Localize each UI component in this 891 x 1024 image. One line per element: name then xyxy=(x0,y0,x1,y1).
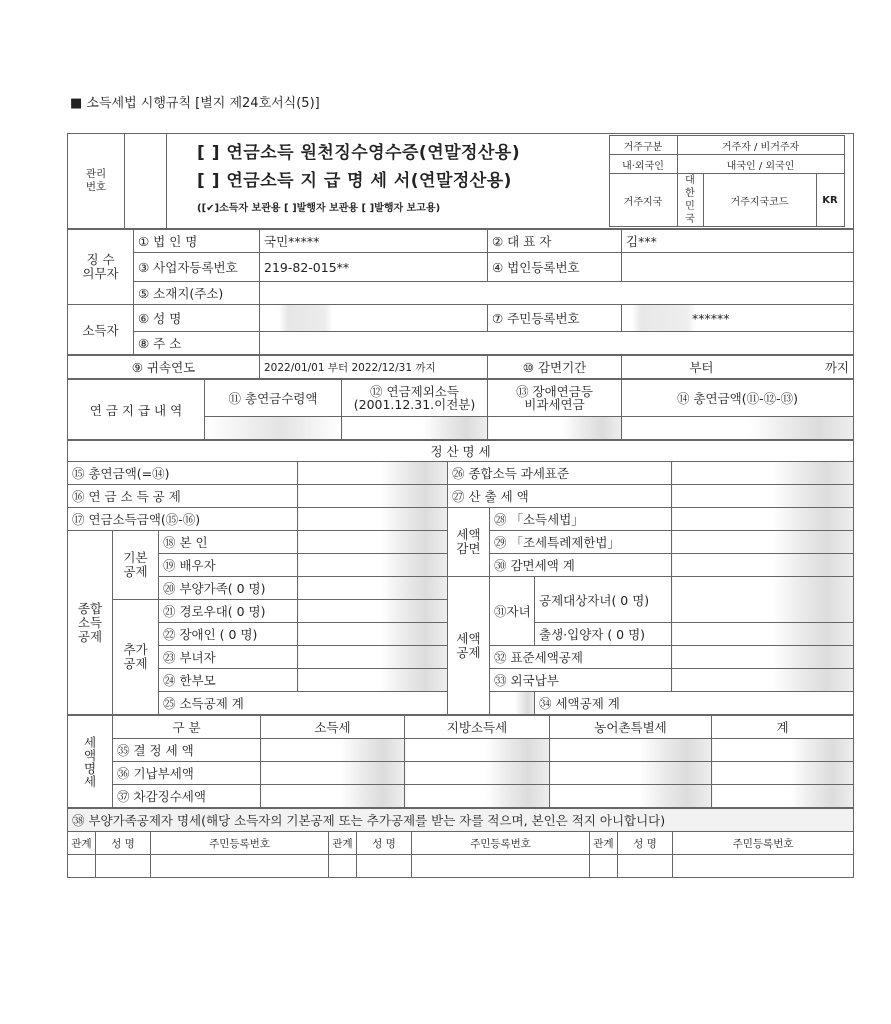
title-text xyxy=(167,134,609,229)
r36-local-tax xyxy=(405,762,550,785)
country-code-value: KR xyxy=(816,174,844,227)
settlement-table xyxy=(67,440,854,715)
attribution-year-value: 2022/01/01 부터 2022/12/31 까지 xyxy=(260,356,488,379)
r32-label: ㉜ 표준세액공제 xyxy=(490,646,672,669)
local-income-tax-header: 지방소득세 xyxy=(405,716,550,739)
r16-label: ⑯ 연 금 소 득 공 제 xyxy=(68,485,298,508)
r37-income-tax xyxy=(261,785,405,808)
pension-section-label: 연 금 지 급 내 역 xyxy=(68,380,205,440)
representative-value: 김*** xyxy=(622,230,854,253)
total-pension-received-label: ⑪ 총연금수령액 xyxy=(205,380,342,417)
dep-name-header-1: 성 명 xyxy=(96,832,151,855)
r18-label: ⑱ 본 인 xyxy=(159,531,298,554)
residency-type-label: 거주구분 xyxy=(609,136,677,155)
dep-cell xyxy=(673,855,854,878)
r22-label: ㉒ 장애인 ( 0 명) xyxy=(159,623,298,646)
rural-special-tax-header: 농어촌특별세 xyxy=(550,716,712,739)
exemption-from: 부터 xyxy=(622,356,738,379)
dep-rrn-header-2: 주민등록번호 xyxy=(412,832,590,855)
r17-label: ⑰ 연금소득금액(⑮-⑯) xyxy=(68,508,298,531)
dependents-title: ㊳ 부양가족공제자 명세(해당 소득자의 기본공제 또는 추가공제를 받는 자를 적으며, 본인은 적지 아니합니다) xyxy=(68,809,854,832)
r31a-value xyxy=(672,577,854,623)
dep-cell xyxy=(590,855,618,878)
r25-label: ㉕ 소득공제 계 xyxy=(159,692,490,715)
r28-value xyxy=(672,508,854,531)
earner-section-label: 소득자 xyxy=(68,305,134,355)
corp-name-label: ① 법 인 명 xyxy=(134,230,260,253)
r36-total xyxy=(712,762,854,785)
residence-country-label: 거주지국 xyxy=(609,174,677,227)
r35-rural-tax xyxy=(550,739,712,762)
total-pension-label: ⑭ 총연금액(⑪-⑫-⑬) xyxy=(622,380,854,417)
r30-value xyxy=(672,554,854,577)
business-number-value: 219-82-015** xyxy=(260,253,488,282)
basic-deduction-section: 기본 공제 xyxy=(113,531,159,600)
excluded-income-line-1: ⑫ 연금제외소득 xyxy=(370,384,459,399)
r31-label: ㉛자녀 xyxy=(490,577,535,646)
r35-local-tax xyxy=(405,739,550,762)
period-table xyxy=(67,355,854,379)
representative-label: ② 대 표 자 xyxy=(488,230,622,253)
nontaxable-pension-label xyxy=(488,380,622,417)
r29-value xyxy=(672,531,854,554)
dep-name-header-2: 성 명 xyxy=(357,832,412,855)
payer-section-label: 징 수 의무자 xyxy=(68,230,134,305)
additional-deduction-section: 추가 공제 xyxy=(113,600,159,715)
nontaxable-pension-value xyxy=(488,417,622,440)
r20-label: ⑳ 부양가족( 0 명) xyxy=(159,577,298,600)
corp-reg-number-label: ④ 법인등록번호 xyxy=(488,253,622,282)
residence-country-value: 대한민국 xyxy=(677,174,703,227)
title-block xyxy=(67,133,854,229)
dep-cell xyxy=(412,855,590,878)
dep-cell xyxy=(618,855,673,878)
country-code-label: 거주지국코드 xyxy=(703,174,816,227)
r26-label: ㉖ 종합소득 과세표준 xyxy=(448,462,672,485)
corp-name-value: 국민***** xyxy=(260,230,488,253)
r36-income-tax xyxy=(261,762,405,785)
total-pension-received-value xyxy=(205,417,342,440)
r27-value xyxy=(672,485,854,508)
copy-type: ([✔]소득자 보관용 [ ]발행자 보관용 [ ]발행자 보고용) xyxy=(197,203,441,214)
earner-name-label: ⑥ 성 명 xyxy=(134,305,260,332)
tax-detail-table xyxy=(67,715,854,808)
r16-value xyxy=(298,485,448,508)
r30-label: ㉚ 감면세액 계 xyxy=(490,554,672,577)
r32-value xyxy=(672,646,854,669)
receipt-form xyxy=(67,133,853,878)
nontaxable-pension-line-2: 비과세연금 xyxy=(524,397,585,412)
r33-value xyxy=(672,669,854,692)
nationality-value: 내국인 / 외국인 xyxy=(677,155,844,174)
mgmt-number-value xyxy=(125,134,167,229)
earner-name-value xyxy=(260,305,488,332)
r31b-value xyxy=(672,623,854,646)
dep-rrn-header-3: 주민등록번호 xyxy=(673,832,854,855)
r19-value xyxy=(298,554,448,577)
r37-local-tax xyxy=(405,785,550,808)
income-tax-header: 소득세 xyxy=(261,716,405,739)
dep-rel-header-1: 관계 xyxy=(68,832,96,855)
r34-label: ㉞ 세액공제 계 xyxy=(535,692,854,715)
business-number-label: ③ 사업자등록번호 xyxy=(134,253,260,282)
corp-reg-number-value xyxy=(622,253,854,282)
r25-value xyxy=(490,692,535,715)
deduction-section: 종합 소득 공제 xyxy=(68,531,113,715)
residency-type-value: 거주자 / 비거주자 xyxy=(677,136,844,155)
r36-label: ㊱ 기납부세액 xyxy=(113,762,261,785)
excluded-income-value xyxy=(342,417,488,440)
r24-value xyxy=(298,669,448,692)
r18-value xyxy=(298,531,448,554)
dep-rel-header-3: 관계 xyxy=(590,832,618,855)
title-line-1: [ ] 연금소득 원천징수영수증(연말정산용) xyxy=(197,143,521,163)
earner-rrn-value: ****** xyxy=(622,305,854,332)
exemption-to: 까지 xyxy=(738,356,854,379)
pension-payment-table xyxy=(67,379,854,440)
tax-reduction-section: 세액 감면 xyxy=(448,508,490,577)
r37-total xyxy=(712,785,854,808)
r37-label: ㊲ 차감징수세액 xyxy=(113,785,261,808)
r27-label: ㉗ 산 출 세 액 xyxy=(448,485,672,508)
tax-credit-section: 세액 공제 xyxy=(448,577,490,715)
tax-detail-section: 세 액 명 세 xyxy=(68,716,113,808)
dep-name-header-3: 성 명 xyxy=(618,832,673,855)
r33-label: ㉝ 외국납부 xyxy=(490,669,672,692)
r20-value xyxy=(298,577,448,600)
r29-label: ㉙ 「조세특례제한법」 xyxy=(490,531,672,554)
earner-rrn-label: ⑦ 주민등록번호 xyxy=(488,305,622,332)
dependents-table xyxy=(67,808,854,878)
r31a-label: 공제대상자녀( 0 명) xyxy=(535,577,672,623)
dep-cell xyxy=(357,855,412,878)
r22-value xyxy=(298,623,448,646)
excluded-income-line-2: (2001.12.31.이전분) xyxy=(353,397,476,412)
settlement-banner: 정 산 명 세 xyxy=(68,441,854,462)
r28-label: ㉘ 「소득세법」 xyxy=(490,508,672,531)
dep-rrn-header-1: 주민등록번호 xyxy=(151,832,329,855)
nationality-label: 내·외국인 xyxy=(609,155,677,174)
r31b-label: 출생·입양자 ( 0 명) xyxy=(535,623,672,646)
r21-label: ㉑ 경로우대( 0 명) xyxy=(159,600,298,623)
attribution-year-label: ⑨ 귀속연도 xyxy=(68,356,260,379)
r17-value xyxy=(298,508,448,531)
dep-cell xyxy=(68,855,96,878)
address-value xyxy=(260,282,854,305)
earner-address-value xyxy=(260,332,854,355)
tax-total-header: 계 xyxy=(712,716,854,739)
dep-cell xyxy=(151,855,329,878)
dep-rel-header-2: 관계 xyxy=(329,832,357,855)
tax-category-header: 구 분 xyxy=(113,716,261,739)
dep-cell xyxy=(96,855,151,878)
r35-income-tax xyxy=(261,739,405,762)
r15-value xyxy=(298,462,448,485)
excluded-income-label xyxy=(342,380,488,417)
earner-address-label: ⑧ 주 소 xyxy=(134,332,260,355)
dep-cell xyxy=(329,855,357,878)
r35-label: ㉟ 결 정 세 액 xyxy=(113,739,261,762)
exemption-period-label: ⑩ 감면기간 xyxy=(488,356,622,379)
regulation-note: ■ 소득세법 시행규칙 [별지 제24호서식(5)] xyxy=(70,96,320,111)
payer-earner-table xyxy=(67,229,854,355)
r15-label: ⑮ 총연금액(=⑭) xyxy=(68,462,298,485)
r23-value xyxy=(298,646,448,669)
address-label: ⑤ 소재지(주소) xyxy=(134,282,260,305)
r37-rural-tax xyxy=(550,785,712,808)
r36-rural-tax xyxy=(550,762,712,785)
total-pension-value xyxy=(622,417,854,440)
r24-label: ㉔ 한부모 xyxy=(159,669,298,692)
title-line-2: [ ] 연금소득 지 급 명 세 서(연말정산용) xyxy=(197,171,512,191)
r19-label: ⑲ 배우자 xyxy=(159,554,298,577)
r21-value xyxy=(298,600,448,623)
mgmt-number-label: 관리 번호 xyxy=(68,134,125,229)
nontaxable-pension-line-1: ⑬ 장애연금등 xyxy=(516,384,593,399)
r35-total xyxy=(712,739,854,762)
r26-value xyxy=(672,462,854,485)
r23-label: ㉓ 부녀자 xyxy=(159,646,298,669)
residency-box xyxy=(609,134,854,229)
